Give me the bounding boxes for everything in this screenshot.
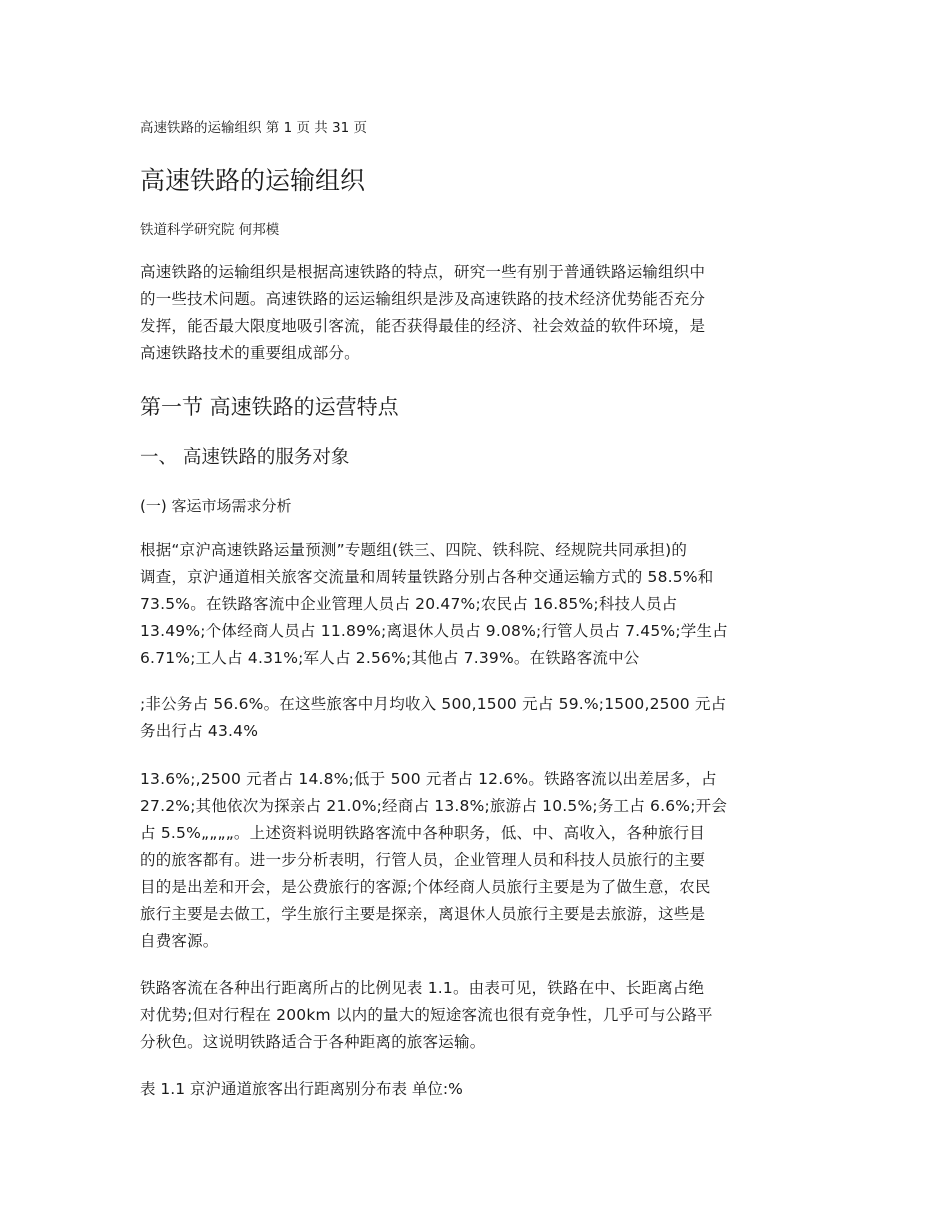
subsubsection-heading: (一) 客运市场需求分析 [140,497,292,515]
text-line: 高速铁路的运输组织是根据高速铁路的特点，研究一些有别于普通铁路运输组织中 [140,263,706,281]
text-line: 占 5.5%„„„„。上述资料说明铁路客流中各种职务，低、中、高收入，各种旅行目 [140,824,705,842]
text-line: 的一些技术问题。高速铁路的运运输组织是涉及高速铁路的技术经济优势能否充分 [140,290,706,308]
text-line: 目的是出差和开会，是公费旅行的客源;个体经商人员旅行主要是为了做生意，农民 [140,878,711,896]
text-line: 调查，京沪通道相关旅客交流量和周转量铁路分别占各种交通运输方式的 58.5%和 [140,568,714,586]
text-line: 旅行主要是去做工，学生旅行主要是探亲，离退休人员旅行主要是去旅游，这些是 [140,905,706,923]
text-line: ;非公务占 56.6%。在这些旅客中月均收入 500,1500 元占 59.%;1500,2500 元占 [140,695,727,713]
text-line: 自费客源。 [140,932,219,950]
text-line: 高速铁路技术的重要组成部分。 [140,344,360,362]
text-line: 铁路客流在各种出行距离所占的比例见表 1.1。由表可见，铁路在中、长距离占绝 [140,979,705,997]
text-line: 13.6%;,2500 元者占 14.8%;低于 500 元者占 12.6%。铁路客流以出差居多，占 [140,770,717,788]
paragraph-income [140,691,815,745]
running-header: 高速铁路的运输组织 第 1 页 共 31 页 [140,120,368,136]
text-line: 发挥，能否最大限度地吸引客流，能否获得最佳的经济、社会效益的软件环境，是 [140,317,706,335]
paragraph-survey [140,537,815,672]
text-line: 务出行占 43.4% [140,722,259,740]
author-line: 铁道科学研究院 何邦模 [140,222,280,238]
text-line: 73.5%。在铁路客流中企业管理人员占 20.47%;农民占 16.85%;科技人员占 [140,595,678,613]
paragraph-distance [140,975,815,1056]
text-line: 27.2%;其他依次为探亲占 21.0%;经商占 13.8%;旅游占 10.5%;务工占 6.6%;开会 [140,797,728,815]
text-line: 13.49%;个体经商人员占 11.89%;离退休人员占 9.08%;行管人员占 7.45%;学生占 [140,622,728,640]
text-line: 分秋色。这说明铁路适合于各种距离的旅客运输。 [140,1033,486,1051]
text-line: 对优势;但对行程在 200km 以内的量大的短途客流也很有竞争性，几乎可与公路平 [140,1006,713,1024]
document-title: 高速铁路的运输组织 [140,166,366,195]
text-line: 的的旅客都有。进一步分析表明，行管人员，企业管理人员和科技人员旅行的主要 [140,851,706,869]
section-heading: 第一节 高速铁路的运营特点 [140,395,399,419]
table-caption: 表 1.1 京沪通道旅客出行距离别分布表 单位:% [140,1080,463,1098]
text-line: 根据“京沪高速铁路运量预测”专题组(铁三、四院、铁科院、经规院共同承担)的 [140,541,688,559]
text-line: 6.71%;工人占 4.31%;军人占 2.56%;其他占 7.39%。在铁路客流中公 [140,649,640,667]
paragraph-travel-purpose [140,766,815,955]
subsection-heading: 一、 高速铁路的服务对象 [140,447,350,468]
intro-paragraph [140,259,815,367]
